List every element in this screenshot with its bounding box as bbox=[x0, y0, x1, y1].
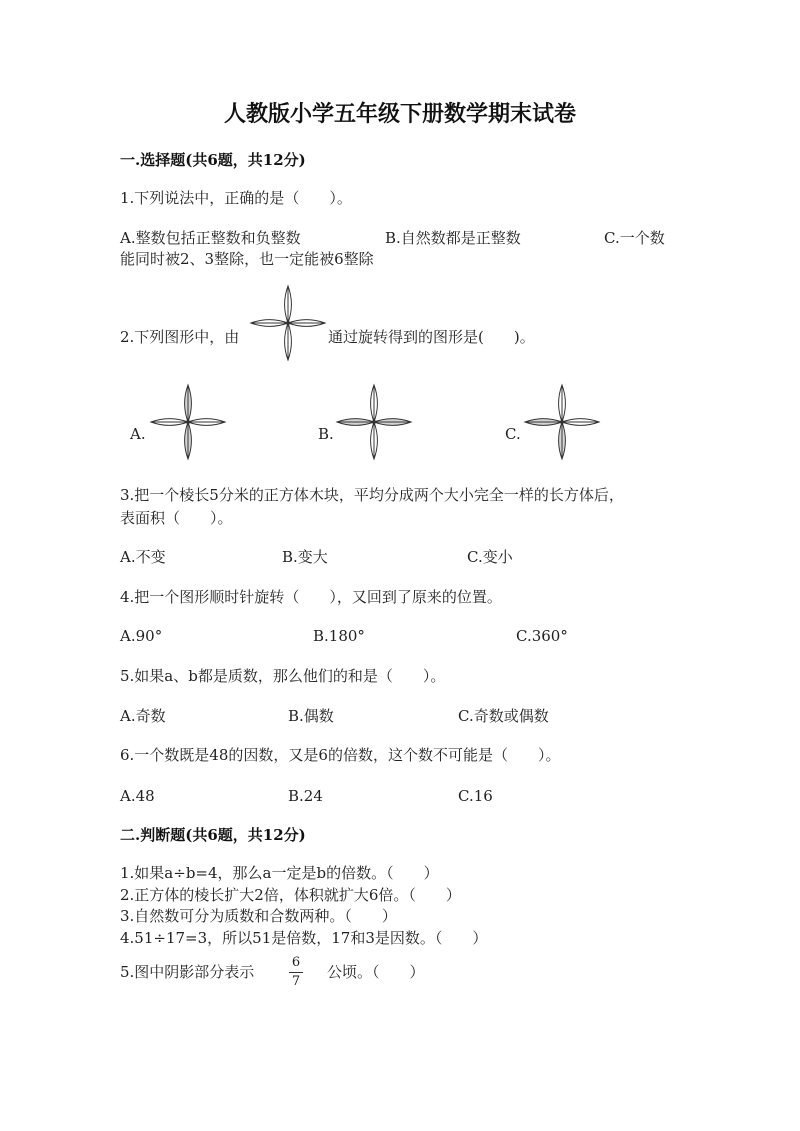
judgment-4: 4.51÷17=3，所以51是倍数，17和3是因数。（ ） bbox=[120, 929, 488, 947]
section-heading-true-false: 二.判断题(共6题，共12分) bbox=[120, 826, 306, 844]
question-1-stem: 1.下列说法中，正确的是（ ）。 bbox=[120, 189, 352, 207]
judgment-1: 1.如果a÷b=4，那么a一定是b的倍数。（ ） bbox=[120, 864, 439, 882]
question-5-option-a[interactable]: A.奇数 bbox=[120, 707, 166, 725]
question-1-option-c-continued: 能同时被2、3整除，也一定能被6整除 bbox=[120, 250, 374, 268]
fraction-bar bbox=[289, 972, 303, 973]
fraction-numerator: 6 bbox=[291, 955, 301, 970]
question-4-stem: 4.把一个图形顺时针旋转（ ），又回到了原来的位置。 bbox=[120, 588, 502, 606]
question-3-option-c[interactable]: C.变小 bbox=[467, 548, 513, 566]
judgment-2: 2.正方体的棱长扩大2倍，体积就扩大6倍。（ ） bbox=[120, 886, 461, 904]
question-3-stem: 3.把一个棱长5分米的正方体木块，平均分成两个大小完全一样的长方体后， bbox=[120, 486, 624, 504]
flower-option-a-icon[interactable] bbox=[149, 383, 227, 461]
question-3-option-b[interactable]: B.变大 bbox=[282, 548, 328, 566]
judgment-5-after: 公顷。（ ） bbox=[327, 963, 425, 981]
question-5-option-b[interactable]: B.偶数 bbox=[288, 707, 334, 725]
question-5-option-c[interactable]: C.奇数或偶数 bbox=[458, 707, 549, 725]
flower-option-c-icon[interactable] bbox=[523, 383, 601, 461]
question-2-option-b[interactable]: B. bbox=[318, 425, 334, 443]
question-1-option-a[interactable]: A.整数包括正整数和负整数 bbox=[120, 229, 301, 247]
question-6-stem: 6.一个数既是48的因数，又是6的倍数，这个数不可能是（ ）。 bbox=[120, 746, 561, 764]
question-1-option-c[interactable]: C.一个数 bbox=[604, 229, 665, 247]
question-2-option-c[interactable]: C. bbox=[505, 425, 521, 443]
question-6-option-c[interactable]: C.16 bbox=[458, 787, 493, 805]
question-6-option-b[interactable]: B.24 bbox=[288, 787, 323, 805]
question-1-option-b[interactable]: B.自然数都是正整数 bbox=[385, 229, 521, 247]
flower-reference-icon bbox=[249, 284, 327, 362]
question-2-stem-after: 通过旋转得到的图形是( )。 bbox=[328, 328, 535, 346]
judgment-5-before: 5.图中阴影部分表示 bbox=[120, 963, 255, 981]
flower-option-b-icon[interactable] bbox=[335, 383, 413, 461]
question-2-stem-before: 2.下列图形中，由 bbox=[120, 328, 240, 346]
question-3-option-a[interactable]: A.不变 bbox=[120, 548, 166, 566]
question-3-stem-continued: 表面积（ ）。 bbox=[120, 509, 233, 527]
judgment-3: 3.自然数可分为质数和合数两种。（ ） bbox=[120, 907, 397, 925]
question-5-stem: 5.如果a、b都是质数，那么他们的和是（ ）。 bbox=[120, 667, 446, 685]
question-4-option-a[interactable]: A.90° bbox=[120, 627, 163, 645]
question-4-option-b[interactable]: B.180° bbox=[313, 627, 365, 645]
question-6-option-a[interactable]: A.48 bbox=[120, 787, 155, 805]
section-heading-choice: 一.选择题(共6题，共12分) bbox=[120, 151, 306, 169]
fraction-denominator: 7 bbox=[291, 974, 301, 989]
question-4-option-c[interactable]: C.360° bbox=[516, 627, 568, 645]
question-2-option-a[interactable]: A. bbox=[130, 425, 146, 443]
page-title: 人教版小学五年级下册数学期末试卷 bbox=[223, 101, 576, 127]
fraction-six-sevenths bbox=[284, 955, 308, 990]
